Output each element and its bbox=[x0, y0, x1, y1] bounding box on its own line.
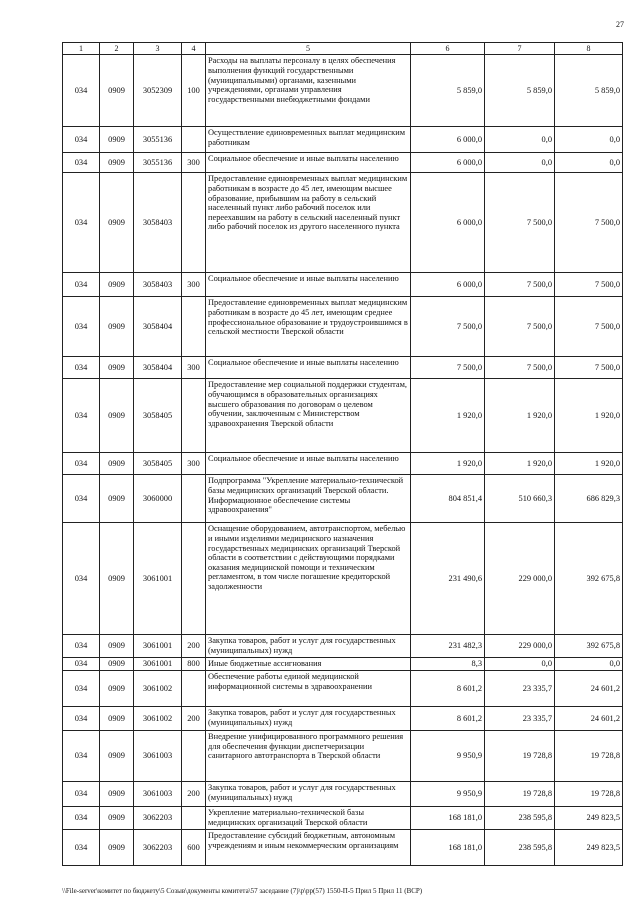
table-row bbox=[63, 730, 623, 781]
target-article-cell: 3058405 bbox=[134, 453, 182, 475]
table-row bbox=[63, 658, 623, 671]
section-code-cell: 0909 bbox=[100, 173, 134, 273]
target-article-cell: 3055136 bbox=[134, 153, 182, 173]
amount-year2-cell: 229 000,0 bbox=[485, 635, 555, 658]
item-name-cell: Иные бюджетные ассигнования bbox=[206, 658, 411, 671]
section-code-cell: 0909 bbox=[100, 635, 134, 658]
amount-year3-cell: 392 675,8 bbox=[555, 523, 623, 635]
amount-year1-cell: 6 000,0 bbox=[411, 153, 485, 173]
section-code-cell: 0909 bbox=[100, 706, 134, 730]
section-code-cell: 0909 bbox=[100, 357, 134, 379]
target-article-cell: 3061001 bbox=[134, 523, 182, 635]
amount-year2-cell: 229 000,0 bbox=[485, 523, 555, 635]
section-code-cell: 0909 bbox=[100, 127, 134, 153]
target-article-cell: 3058403 bbox=[134, 273, 182, 297]
expense-type-cell: 300 bbox=[182, 153, 206, 173]
section-code-cell: 0909 bbox=[100, 730, 134, 781]
column-header-6: 6 bbox=[411, 43, 485, 55]
item-name-cell: Предоставление единовременных выплат медицинским работникам в возрасте до 45 лет, имеющим высшее образование, прибывшим на работу в сельский населенный пункт либо рабочий поселок или переехавшим на работу в сельский населенный пункт либо рабочий поселок из другого населенного пункта bbox=[206, 173, 411, 273]
admin-code-cell: 034 bbox=[63, 781, 100, 806]
amount-year3-cell: 1 920,0 bbox=[555, 453, 623, 475]
column-header-7: 7 bbox=[485, 43, 555, 55]
target-article-cell: 3061002 bbox=[134, 706, 182, 730]
table-row bbox=[63, 153, 623, 173]
amount-year3-cell: 5 859,0 bbox=[555, 55, 623, 127]
section-code-cell: 0909 bbox=[100, 829, 134, 865]
expense-type-cell bbox=[182, 297, 206, 357]
amount-year1-cell: 9 950,9 bbox=[411, 781, 485, 806]
admin-code-cell: 034 bbox=[63, 173, 100, 273]
section-code-cell: 0909 bbox=[100, 297, 134, 357]
amount-year2-cell: 238 595,8 bbox=[485, 806, 555, 829]
column-header-2: 2 bbox=[100, 43, 134, 55]
table-row bbox=[63, 670, 623, 706]
item-name-cell: Предоставление субсидий бюджетным, автономным учреждениям и иным некоммерческим организациям bbox=[206, 829, 411, 865]
section-code-cell: 0909 bbox=[100, 55, 134, 127]
item-name-cell: Укрепление материально-технической базы медицинских организаций Тверской области bbox=[206, 806, 411, 829]
column-header-1: 1 bbox=[63, 43, 100, 55]
target-article-cell: 3061003 bbox=[134, 730, 182, 781]
expense-type-cell bbox=[182, 523, 206, 635]
admin-code-cell: 034 bbox=[63, 127, 100, 153]
amount-year3-cell: 7 500,0 bbox=[555, 273, 623, 297]
amount-year2-cell: 23 335,7 bbox=[485, 706, 555, 730]
column-header-5: 5 bbox=[206, 43, 411, 55]
admin-code-cell: 034 bbox=[63, 806, 100, 829]
amount-year1-cell: 6 000,0 bbox=[411, 127, 485, 153]
admin-code-cell: 034 bbox=[63, 357, 100, 379]
section-code-cell: 0909 bbox=[100, 781, 134, 806]
table-row bbox=[63, 55, 623, 127]
amount-year1-cell: 231 490,6 bbox=[411, 523, 485, 635]
item-name-cell: Обеспечение работы единой медицинской информационной системы в здравоохранении bbox=[206, 670, 411, 706]
target-article-cell: 3062203 bbox=[134, 829, 182, 865]
amount-year2-cell: 7 500,0 bbox=[485, 297, 555, 357]
expense-type-cell bbox=[182, 379, 206, 453]
amount-year1-cell: 5 859,0 bbox=[411, 55, 485, 127]
target-article-cell: 3061002 bbox=[134, 670, 182, 706]
table-row bbox=[63, 635, 623, 658]
table-row bbox=[63, 523, 623, 635]
amount-year1-cell: 8 601,2 bbox=[411, 706, 485, 730]
amount-year2-cell: 5 859,0 bbox=[485, 55, 555, 127]
target-article-cell: 3058405 bbox=[134, 379, 182, 453]
amount-year2-cell: 1 920,0 bbox=[485, 379, 555, 453]
column-header-8: 8 bbox=[555, 43, 623, 55]
amount-year3-cell: 24 601,2 bbox=[555, 706, 623, 730]
section-code-cell: 0909 bbox=[100, 453, 134, 475]
item-name-cell: Расходы на выплаты персоналу в целях обеспечения выполнения функций государственными (муниципальными) органами, казенными учреждениями, органами управления государственными внебюджетными фондами bbox=[206, 55, 411, 127]
expense-type-cell bbox=[182, 173, 206, 273]
amount-year1-cell: 168 181,0 bbox=[411, 806, 485, 829]
admin-code-cell: 034 bbox=[63, 730, 100, 781]
amount-year1-cell: 168 181,0 bbox=[411, 829, 485, 865]
item-name-cell: Социальное обеспечение и иные выплаты населению bbox=[206, 453, 411, 475]
expense-type-cell bbox=[182, 806, 206, 829]
amount-year3-cell: 24 601,2 bbox=[555, 670, 623, 706]
amount-year2-cell: 1 920,0 bbox=[485, 453, 555, 475]
section-code-cell: 0909 bbox=[100, 806, 134, 829]
table-row bbox=[63, 127, 623, 153]
table-row bbox=[63, 706, 623, 730]
expense-type-cell: 600 bbox=[182, 829, 206, 865]
target-article-cell: 3058404 bbox=[134, 297, 182, 357]
section-code-cell: 0909 bbox=[100, 273, 134, 297]
expense-type-cell: 300 bbox=[182, 453, 206, 475]
item-name-cell: Предоставление единовременных выплат медицинским работникам в возрасте до 45 лет, имеющим среднее профессиональное образование и трудоустроившимся в сельской местности Тверской области bbox=[206, 297, 411, 357]
amount-year1-cell: 1 920,0 bbox=[411, 379, 485, 453]
admin-code-cell: 034 bbox=[63, 379, 100, 453]
header-row bbox=[63, 43, 623, 55]
expense-type-cell bbox=[182, 670, 206, 706]
table-row bbox=[63, 781, 623, 806]
item-name-cell: Социальное обеспечение и иные выплаты населению bbox=[206, 273, 411, 297]
amount-year2-cell: 19 728,8 bbox=[485, 730, 555, 781]
admin-code-cell: 034 bbox=[63, 829, 100, 865]
expense-type-cell: 300 bbox=[182, 273, 206, 297]
table-row bbox=[63, 829, 623, 865]
item-name-cell: Социальное обеспечение и иные выплаты населению bbox=[206, 357, 411, 379]
amount-year2-cell: 238 595,8 bbox=[485, 829, 555, 865]
admin-code-cell: 034 bbox=[63, 153, 100, 173]
expense-type-cell: 200 bbox=[182, 781, 206, 806]
table-row bbox=[63, 453, 623, 475]
table-row bbox=[63, 297, 623, 357]
amount-year3-cell: 0,0 bbox=[555, 658, 623, 671]
expense-type-cell: 300 bbox=[182, 357, 206, 379]
expense-type-cell: 200 bbox=[182, 635, 206, 658]
table-row bbox=[63, 273, 623, 297]
amount-year2-cell: 7 500,0 bbox=[485, 273, 555, 297]
item-name-cell: Закупка товаров, работ и услуг для государственных (муниципальных) нужд bbox=[206, 706, 411, 730]
item-name-cell: Осуществление единовременных выплат медицинским работникам bbox=[206, 127, 411, 153]
amount-year1-cell: 231 482,3 bbox=[411, 635, 485, 658]
admin-code-cell: 034 bbox=[63, 523, 100, 635]
expense-type-cell bbox=[182, 730, 206, 781]
item-name-cell: Предоставление мер социальной поддержки студентам, обучающимся в образовательных организациях высшего образования по договорам о целевом обучении, заключенным с Министерством здравоохранения Тверской области bbox=[206, 379, 411, 453]
amount-year3-cell: 7 500,0 bbox=[555, 297, 623, 357]
amount-year3-cell: 249 823,5 bbox=[555, 806, 623, 829]
budget-table bbox=[62, 42, 623, 866]
amount-year1-cell: 8 601,2 bbox=[411, 670, 485, 706]
target-article-cell: 3052309 bbox=[134, 55, 182, 127]
item-name-cell: Оснащение оборудованием, автотранспортом, мебелью и иными изделиями медицинского назначения государственных медицинских организаций Тверской области в соответствии с действующими порядками оказания медицинской помощи и техническим регламентом, в том числе погашение кредиторской задолженности bbox=[206, 523, 411, 635]
section-code-cell: 0909 bbox=[100, 475, 134, 523]
target-article-cell: 3061001 bbox=[134, 658, 182, 671]
admin-code-cell: 034 bbox=[63, 670, 100, 706]
admin-code-cell: 034 bbox=[63, 658, 100, 671]
item-name-cell: Подпрограмма "Укрепление материально-технической базы медицинских организаций Тверской области. Информационное обеспечение системы здравоохранения" bbox=[206, 475, 411, 523]
amount-year3-cell: 7 500,0 bbox=[555, 357, 623, 379]
admin-code-cell: 034 bbox=[63, 635, 100, 658]
admin-code-cell: 034 bbox=[63, 55, 100, 127]
section-code-cell: 0909 bbox=[100, 379, 134, 453]
amount-year1-cell: 8,3 bbox=[411, 658, 485, 671]
amount-year2-cell: 19 728,8 bbox=[485, 781, 555, 806]
file-path-footer: \\File-server\комитет по бюджету\5 Созыв\документы комитета\57 заседание (7)\р\рр(57) 1550-П-5 Прил 5 Прил 11 (ВСР) bbox=[62, 887, 423, 895]
amount-year1-cell: 6 000,0 bbox=[411, 173, 485, 273]
amount-year1-cell: 804 851,4 bbox=[411, 475, 485, 523]
table-row bbox=[63, 357, 623, 379]
column-header-3: 3 bbox=[134, 43, 182, 55]
section-code-cell: 0909 bbox=[100, 523, 134, 635]
target-article-cell: 3061003 bbox=[134, 781, 182, 806]
amount-year1-cell: 9 950,9 bbox=[411, 730, 485, 781]
amount-year3-cell: 0,0 bbox=[555, 127, 623, 153]
amount-year2-cell: 0,0 bbox=[485, 153, 555, 173]
table-row bbox=[63, 806, 623, 829]
amount-year3-cell: 249 823,5 bbox=[555, 829, 623, 865]
item-name-cell: Закупка товаров, работ и услуг для государственных (муниципальных) нужд bbox=[206, 635, 411, 658]
amount-year1-cell: 6 000,0 bbox=[411, 273, 485, 297]
amount-year2-cell: 510 660,3 bbox=[485, 475, 555, 523]
expense-type-cell bbox=[182, 475, 206, 523]
admin-code-cell: 034 bbox=[63, 453, 100, 475]
amount-year1-cell: 1 920,0 bbox=[411, 453, 485, 475]
item-name-cell: Социальное обеспечение и иные выплаты населению bbox=[206, 153, 411, 173]
expense-type-cell: 800 bbox=[182, 658, 206, 671]
admin-code-cell: 034 bbox=[63, 297, 100, 357]
target-article-cell: 3058403 bbox=[134, 173, 182, 273]
amount-year3-cell: 1 920,0 bbox=[555, 379, 623, 453]
amount-year1-cell: 7 500,0 bbox=[411, 357, 485, 379]
page-number: 27 bbox=[616, 20, 624, 29]
amount-year2-cell: 0,0 bbox=[485, 127, 555, 153]
amount-year2-cell: 7 500,0 bbox=[485, 173, 555, 273]
amount-year3-cell: 392 675,8 bbox=[555, 635, 623, 658]
admin-code-cell: 034 bbox=[63, 475, 100, 523]
target-article-cell: 3061001 bbox=[134, 635, 182, 658]
table-row bbox=[63, 379, 623, 453]
table-body bbox=[63, 55, 623, 866]
section-code-cell: 0909 bbox=[100, 153, 134, 173]
table-row bbox=[63, 173, 623, 273]
amount-year2-cell: 23 335,7 bbox=[485, 670, 555, 706]
expense-type-cell: 200 bbox=[182, 706, 206, 730]
column-header-4: 4 bbox=[182, 43, 206, 55]
amount-year3-cell: 686 829,3 bbox=[555, 475, 623, 523]
expense-type-cell bbox=[182, 127, 206, 153]
target-article-cell: 3058404 bbox=[134, 357, 182, 379]
target-article-cell: 3060000 bbox=[134, 475, 182, 523]
admin-code-cell: 034 bbox=[63, 706, 100, 730]
amount-year1-cell: 7 500,0 bbox=[411, 297, 485, 357]
expense-type-cell: 100 bbox=[182, 55, 206, 127]
amount-year3-cell: 19 728,8 bbox=[555, 730, 623, 781]
amount-year2-cell: 0,0 bbox=[485, 658, 555, 671]
section-code-cell: 0909 bbox=[100, 658, 134, 671]
section-code-cell: 0909 bbox=[100, 670, 134, 706]
amount-year3-cell: 19 728,8 bbox=[555, 781, 623, 806]
table-row bbox=[63, 475, 623, 523]
target-article-cell: 3062203 bbox=[134, 806, 182, 829]
item-name-cell: Закупка товаров, работ и услуг для государственных (муниципальных) нужд bbox=[206, 781, 411, 806]
admin-code-cell: 034 bbox=[63, 273, 100, 297]
item-name-cell: Внедрение унифицированного программного решения для обеспечения функции диспетчеризации санитарного автотранспорта в Тверской области bbox=[206, 730, 411, 781]
amount-year2-cell: 7 500,0 bbox=[485, 357, 555, 379]
amount-year3-cell: 7 500,0 bbox=[555, 173, 623, 273]
target-article-cell: 3055136 bbox=[134, 127, 182, 153]
amount-year3-cell: 0,0 bbox=[555, 153, 623, 173]
